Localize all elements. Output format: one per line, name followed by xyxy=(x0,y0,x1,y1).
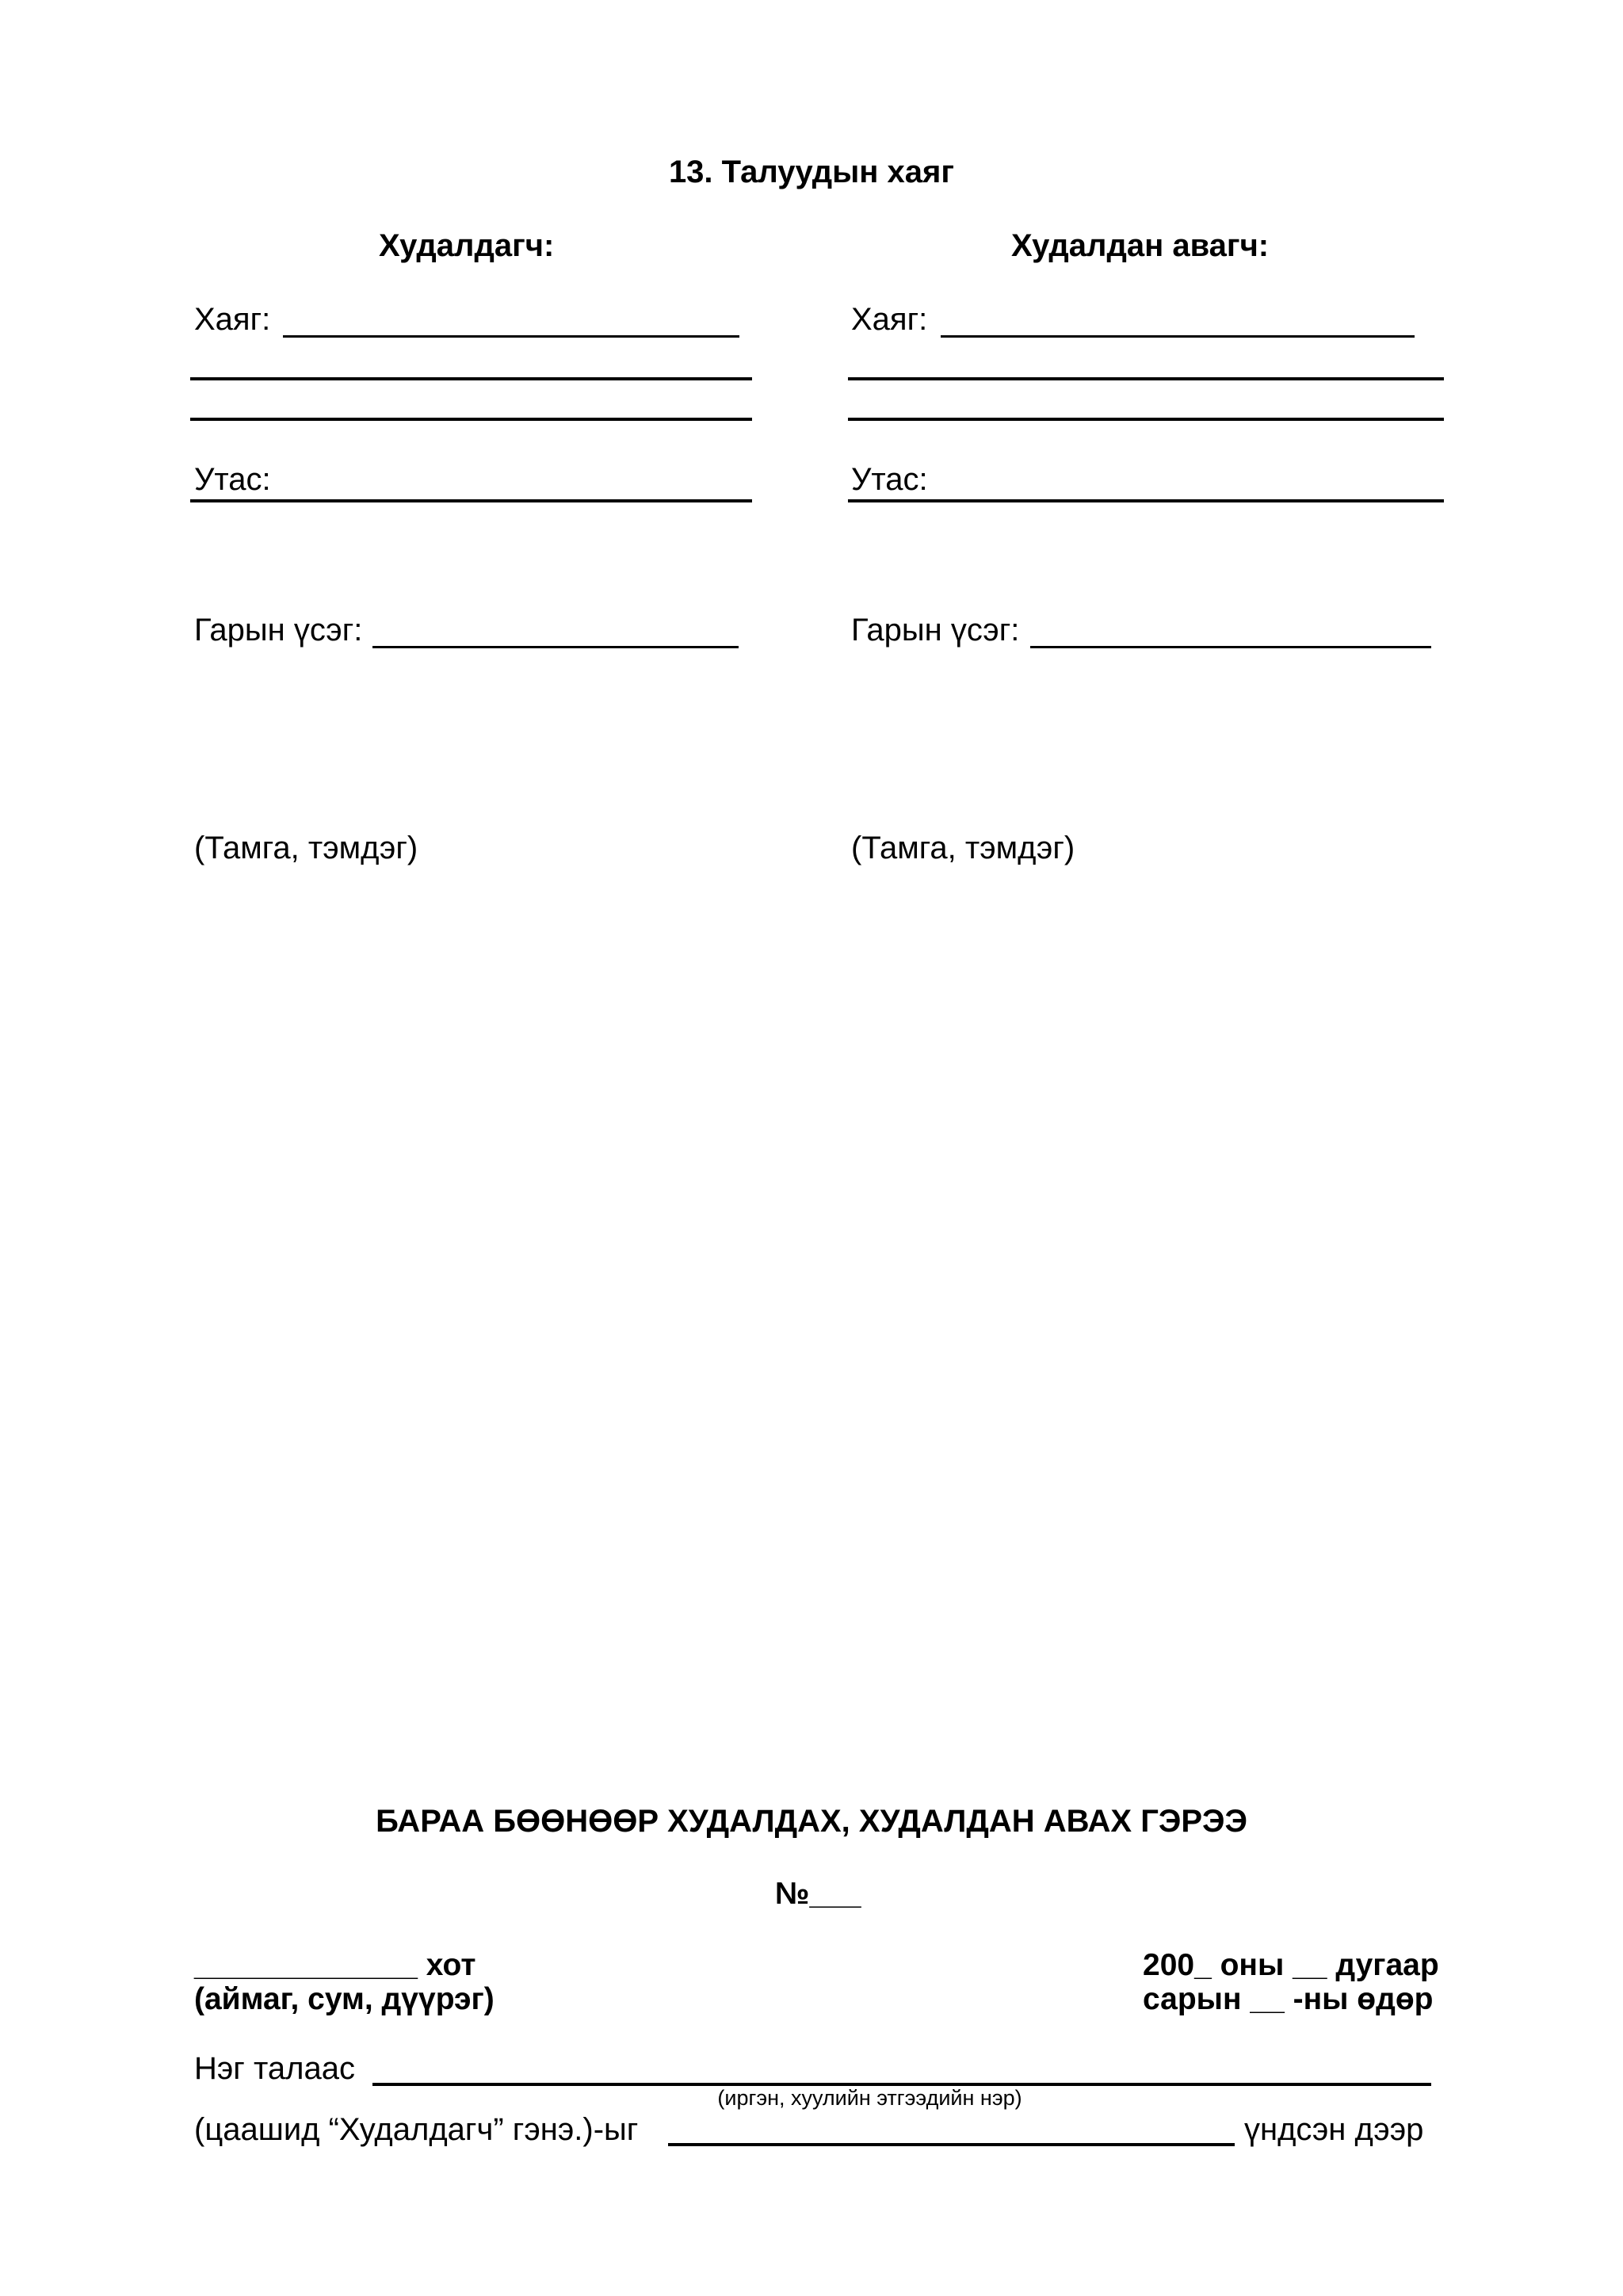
buyer-address-line-1[interactable] xyxy=(941,335,1415,338)
seller-signature-label: Гарын үсэг: xyxy=(194,613,363,648)
seller-address-line-3[interactable] xyxy=(190,418,752,421)
contract-number: №___ xyxy=(775,1877,861,1911)
buyer-signature-label: Гарын үсэг: xyxy=(851,613,1020,648)
seller-phone-label: Утас: xyxy=(194,462,271,497)
contract-place-line[interactable]: _____________ хот xyxy=(194,1948,476,1982)
section-heading: 13. Талуудын хаяг xyxy=(668,155,955,189)
party-prefix: Нэг талаас xyxy=(194,2051,355,2086)
buyer-address-line-2[interactable] xyxy=(848,377,1444,380)
seller-phone-line[interactable] xyxy=(190,499,752,502)
buyer-title: Худалдан авагч: xyxy=(1011,228,1270,263)
party-name-caption: (иргэн, хуулийн этгээдийн нэр) xyxy=(717,2086,1022,2110)
contract-date-line2[interactable]: сарын __ -ны өдөр xyxy=(1143,1982,1434,2016)
contract-title: БАРАА БӨӨНӨӨР ХУДАЛДАХ, ХУДАЛДАН АВАХ ГЭРЭЭ xyxy=(376,1804,1247,1839)
seller-stamp-label: (Тамга, тэмдэг) xyxy=(194,831,418,865)
buyer-signature-line[interactable] xyxy=(1030,646,1431,648)
buyer-phone-line[interactable] xyxy=(848,499,1444,502)
buyer-address-label: Хаяг: xyxy=(851,302,928,337)
seller-address-line-2[interactable] xyxy=(190,377,752,380)
contract-place-note: (аймаг, сум, дүүрэг) xyxy=(194,1982,495,2016)
contract-date-line1[interactable]: 200_ оны __ дугаар xyxy=(1143,1948,1439,1982)
seller-signature-line[interactable] xyxy=(372,646,739,648)
seller-address-label: Хаяг: xyxy=(194,302,271,337)
buyer-address-line-3[interactable] xyxy=(848,418,1444,421)
party-suffix-prefix: (цаашид “Худалдагч” гэнэ.)-ыг xyxy=(194,2112,639,2147)
buyer-phone-label: Утас: xyxy=(851,462,928,497)
buyer-stamp-label: (Тамга, тэмдэг) xyxy=(851,831,1075,865)
seller-address-line-1[interactable] xyxy=(283,335,739,338)
party-basis-line[interactable] xyxy=(668,2143,1235,2146)
party-suffix-end: үндсэн дээр xyxy=(1244,2112,1424,2147)
seller-title: Худалдагч: xyxy=(379,228,555,263)
